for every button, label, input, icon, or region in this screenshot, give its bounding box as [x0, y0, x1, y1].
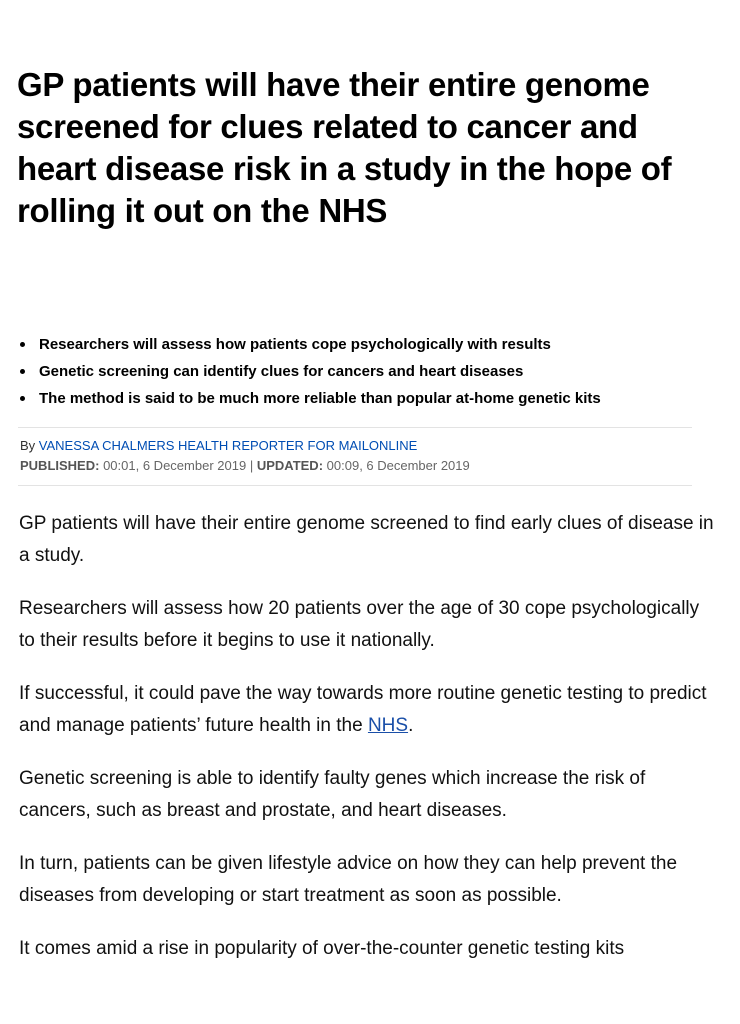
byline-prefix: By: [20, 438, 36, 453]
summary-bullet: [18, 331, 708, 358]
paragraph-text: If successful, it could pave the way towards more routine genetic testing to predict and manage patients’ future health in the: [19, 683, 707, 736]
bullet-dot-icon: [20, 369, 25, 374]
published-value: 00:01, 6 December 2019: [103, 458, 247, 473]
bullet-dot-icon: [20, 342, 25, 347]
byline: [20, 436, 417, 455]
summary-bullet-text: Researchers will assess how patients cope psychologically with results: [39, 336, 551, 353]
summary-bullet-text: Genetic screening can identify clues for cancers and heart diseases: [39, 363, 524, 380]
body-paragraph: Researchers will assess how 20 patients over the age of 30 cope psychologically to their results before it begins to use it nationally.: [19, 598, 700, 651]
author-link[interactable]: VANESSA CHALMERS HEALTH REPORTER FOR MAILONLINE: [38, 438, 418, 453]
updated-value: 00:09, 6 December 2019: [326, 458, 470, 473]
publish-info: [20, 456, 470, 475]
updated-label: UPDATED:: [256, 458, 324, 473]
article-headline: GP patients will have their entire genome screened for clues related to cancer and heart disease risk in a study in the hope of rolling it out on the NHS: [17, 66, 672, 229]
body-paragraph: GP patients will have their entire genome screened to find early clues of disease in a study.: [19, 513, 714, 566]
nhs-link[interactable]: NHS: [367, 715, 409, 736]
body-paragraph: It comes amid a rise in popularity of over-the-counter genetic testing kits: [19, 938, 625, 959]
paragraph-text: .: [408, 715, 414, 736]
body-paragraph: Genetic screening is able to identify faulty genes which increase the risk of cancers, such as breast and prostate, and heart diseases.: [19, 768, 646, 821]
published-label: PUBLISHED:: [20, 458, 100, 473]
summary-bullet: [18, 358, 708, 385]
article-body: [19, 508, 719, 986]
byline-top-divider: [18, 427, 692, 428]
summary-bullets: [18, 331, 708, 412]
summary-bullet: [18, 385, 708, 412]
bullet-dot-icon: [20, 396, 25, 401]
byline-bottom-divider: [18, 485, 692, 486]
body-paragraph: [19, 678, 719, 742]
publish-separator: |: [249, 458, 254, 473]
body-paragraph: In turn, patients can be given lifestyle advice on how they can help prevent the diseases from developing or start treatment as soon as possible.: [19, 853, 678, 906]
summary-bullet-text: The method is said to be much more reliable than popular at-home genetic kits: [39, 390, 601, 407]
